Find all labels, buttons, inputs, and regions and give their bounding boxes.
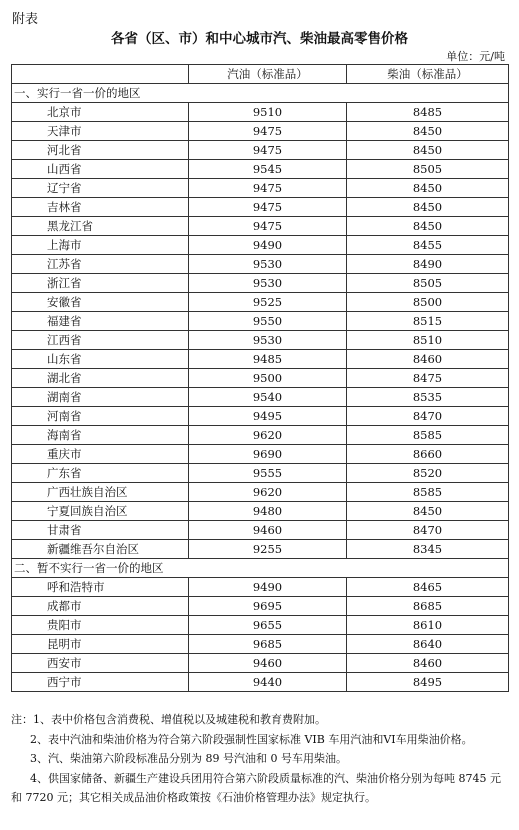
table-row	[12, 597, 509, 616]
gasoline-price: 9490	[189, 236, 347, 255]
section-2-row	[12, 559, 509, 578]
table-row	[12, 635, 509, 654]
diesel-price: 8610	[347, 616, 509, 635]
region-name: 河南省	[12, 407, 189, 426]
gasoline-price: 9550	[189, 312, 347, 331]
diesel-price: 8450	[347, 217, 509, 236]
gasoline-price: 9475	[189, 217, 347, 236]
table-row	[12, 236, 509, 255]
gasoline-price: 9525	[189, 293, 347, 312]
table-row	[12, 217, 509, 236]
table-row	[12, 274, 509, 293]
section-title: 二、暂不实行一省一价的地区	[12, 559, 509, 578]
section-1-row	[12, 84, 509, 103]
table-row	[12, 483, 509, 502]
gasoline-price: 9655	[189, 616, 347, 635]
region-name: 湖南省	[12, 388, 189, 407]
table-row	[12, 388, 509, 407]
gasoline-price: 9480	[189, 502, 347, 521]
region-name: 上海市	[12, 236, 189, 255]
region-name: 安徽省	[12, 293, 189, 312]
diesel-price: 8520	[347, 464, 509, 483]
gasoline-price: 9440	[189, 673, 347, 692]
gasoline-price: 9490	[189, 578, 347, 597]
region-name: 江西省	[12, 331, 189, 350]
region-name: 黑龙江省	[12, 217, 189, 236]
gasoline-price: 9530	[189, 331, 347, 350]
region-name: 河北省	[12, 141, 189, 160]
price-table	[11, 64, 509, 692]
section-title: 一、实行一省一价的地区	[12, 84, 509, 103]
region-name: 新疆维吾尔自治区	[12, 540, 189, 559]
region-name: 湖北省	[12, 369, 189, 388]
diesel-price: 8585	[347, 483, 509, 502]
gasoline-price: 9460	[189, 521, 347, 540]
column-header-diesel: 柴油（标准品）	[347, 65, 509, 84]
gasoline-price: 9475	[189, 122, 347, 141]
region-name: 天津市	[12, 122, 189, 141]
unit-label: 单位：元/吨	[446, 50, 505, 63]
diesel-price: 8450	[347, 179, 509, 198]
region-name: 海南省	[12, 426, 189, 445]
gasoline-price: 9540	[189, 388, 347, 407]
gasoline-price: 9620	[189, 426, 347, 445]
table-row	[12, 198, 509, 217]
diesel-price: 8465	[347, 578, 509, 597]
gasoline-price: 9500	[189, 369, 347, 388]
diesel-price: 8505	[347, 274, 509, 293]
diesel-price: 8660	[347, 445, 509, 464]
region-name: 山东省	[12, 350, 189, 369]
diesel-price: 8535	[347, 388, 509, 407]
region-name: 广西壮族自治区	[12, 483, 189, 502]
table-row	[12, 141, 509, 160]
gasoline-price: 9255	[189, 540, 347, 559]
gasoline-price: 9555	[189, 464, 347, 483]
diesel-price: 8515	[347, 312, 509, 331]
diesel-price: 8450	[347, 141, 509, 160]
gasoline-price: 9690	[189, 445, 347, 464]
diesel-price: 8450	[347, 122, 509, 141]
gasoline-price: 9475	[189, 141, 347, 160]
diesel-price: 8450	[347, 502, 509, 521]
gasoline-price: 9530	[189, 274, 347, 293]
table-row	[12, 293, 509, 312]
table-row	[12, 616, 509, 635]
table-row	[12, 445, 509, 464]
table-header-row	[12, 65, 509, 84]
diesel-price: 8685	[347, 597, 509, 616]
gasoline-price: 9685	[189, 635, 347, 654]
table-row	[12, 578, 509, 597]
diesel-price: 8490	[347, 255, 509, 274]
region-name: 贵阳市	[12, 616, 189, 635]
table-row	[12, 331, 509, 350]
diesel-price: 8450	[347, 198, 509, 217]
page-title: 各省（区、市）和中心城市汽、柴油最高零售价格	[111, 31, 408, 47]
diesel-price: 8460	[347, 654, 509, 673]
diesel-price: 8585	[347, 426, 509, 445]
table-row	[12, 521, 509, 540]
gasoline-price: 9695	[189, 597, 347, 616]
region-name: 福建省	[12, 312, 189, 331]
region-name: 山西省	[12, 160, 189, 179]
diesel-price: 8470	[347, 407, 509, 426]
table-row	[12, 407, 509, 426]
gasoline-price: 9460	[189, 654, 347, 673]
region-name: 昆明市	[12, 635, 189, 654]
diesel-price: 8495	[347, 673, 509, 692]
region-name: 重庆市	[12, 445, 189, 464]
gasoline-price: 9485	[189, 350, 347, 369]
region-name: 成都市	[12, 597, 189, 616]
region-name: 西宁市	[12, 673, 189, 692]
table-row	[12, 350, 509, 369]
table-row	[12, 312, 509, 331]
gasoline-price: 9495	[189, 407, 347, 426]
diesel-price: 8500	[347, 293, 509, 312]
region-name: 江苏省	[12, 255, 189, 274]
diesel-price: 8460	[347, 350, 509, 369]
region-name: 北京市	[12, 103, 189, 122]
table-row	[12, 103, 509, 122]
region-name: 吉林省	[12, 198, 189, 217]
attachment-label: 附表	[12, 12, 39, 27]
table-row	[12, 179, 509, 198]
table-row	[12, 160, 509, 179]
diesel-price: 8505	[347, 160, 509, 179]
table-row	[12, 464, 509, 483]
region-name: 浙江省	[12, 274, 189, 293]
diesel-price: 8470	[347, 521, 509, 540]
region-name: 甘肃省	[12, 521, 189, 540]
region-name: 西安市	[12, 654, 189, 673]
table-row	[12, 502, 509, 521]
gasoline-price: 9475	[189, 198, 347, 217]
region-name: 宁夏回族自治区	[12, 502, 189, 521]
gasoline-price: 9530	[189, 255, 347, 274]
gasoline-price: 9510	[189, 103, 347, 122]
footnote-2: 2、表中汽油和柴油价格为符合第六阶段强制性国家标准 VIB 车用汽油和VI车用柴油价格。	[30, 732, 473, 746]
diesel-price: 8345	[347, 540, 509, 559]
diesel-price: 8455	[347, 236, 509, 255]
gasoline-price: 9620	[189, 483, 347, 502]
table-row	[12, 369, 509, 388]
table-row	[12, 540, 509, 559]
gasoline-price: 9545	[189, 160, 347, 179]
diesel-price: 8510	[347, 331, 509, 350]
table-row	[12, 255, 509, 274]
footnote-3: 3、汽、柴油第六阶段标准品分别为 89 号汽油和 0 号车用柴油。	[30, 752, 347, 765]
table-row	[12, 654, 509, 673]
region-name: 呼和浩特市	[12, 578, 189, 597]
region-name: 广东省	[12, 464, 189, 483]
diesel-price: 8640	[347, 635, 509, 654]
footnote-1: 注：1、表中价格包含消费税、增值税以及城建税和教育费附加。	[11, 713, 326, 726]
gasoline-price: 9475	[189, 179, 347, 198]
region-name: 辽宁省	[12, 179, 189, 198]
table-row	[12, 673, 509, 692]
column-header-region	[12, 65, 189, 84]
column-header-gasoline: 汽油（标准品）	[189, 65, 347, 84]
footnote-4: 4、供国家储备、新疆生产建设兵团用符合第六阶段质量标准的汽、柴油价格分别为每吨 8745 元和 7720 元；其它相关成品油价格政策按《石油价格管理办法》规定执行。	[11, 771, 501, 804]
footnotes	[11, 710, 511, 808]
table-row	[12, 122, 509, 141]
table-row	[12, 426, 509, 445]
diesel-price: 8475	[347, 369, 509, 388]
diesel-price: 8485	[347, 103, 509, 122]
